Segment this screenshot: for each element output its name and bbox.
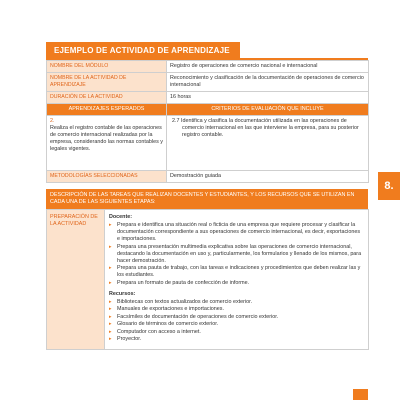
learning-header: APRENDIZAJES ESPERADOS: [47, 104, 167, 116]
duration-label: DURACIÓN DE LA ACTIVIDAD: [47, 92, 167, 104]
learning-text: Realiza el registro contable de las operaciones de comercio internacional realizadas por la empresa, considerando las normas contables y legales vigentes.: [50, 125, 163, 152]
duration-value: 16 horas: [167, 92, 369, 104]
criteria-header: CRITERIOS DE EVALUACIÓN QUE INCLUYE: [167, 104, 369, 116]
arrow-bullet-icon: ▸: [109, 336, 112, 342]
table-row: [47, 92, 369, 104]
list-item: ▸ Prepara e identifica una situación real o ficticia de una empresa que requiere procesar y clasificar la documentación correspondiente a sus operaciones de comercio internacional, es decir, exportaciones e importaciones.: [109, 222, 361, 242]
stage-label: PREPARACIÓN DE LA ACTIVIDAD: [47, 210, 105, 350]
table-row: [47, 104, 369, 116]
list-item: ▸ Computador con acceso a internet.: [109, 328, 201, 335]
arrow-bullet-icon: ▸: [109, 328, 112, 335]
list-item: ▸ Glosario de términos de comercio exterior.: [109, 321, 219, 327]
arrow-bullet-icon: ▸: [109, 321, 112, 327]
table-row: [47, 171, 369, 183]
teacher-heading: Docente:: [109, 214, 133, 220]
criterion-text: 2.7 Identifica y clasifica la documentación utilizada en las operaciones de comercio internacional en las que interviene la empresa, para su posterior registro contable.: [172, 118, 359, 138]
learning-cell: [47, 116, 167, 171]
info-table: [46, 60, 369, 183]
list-item: ▸ Bibliotecas con textos actualizados de comercio exterior.: [109, 298, 253, 305]
methods-label: METODOLOGÍAS SELECCIONADAS: [47, 171, 167, 183]
list-item: ▸ Proyector.: [109, 336, 142, 342]
module-label: NOMBRE DEL MÓDULO: [47, 61, 167, 73]
list-item: ▸ Prepara un formato de pauta de confección de informe.: [109, 279, 250, 286]
arrow-bullet-icon: ▸: [109, 298, 112, 305]
arrow-bullet-icon: ▸: [109, 279, 112, 286]
arrow-bullet-icon: ▸: [109, 306, 112, 312]
arrow-bullet-icon: ▸: [109, 243, 112, 250]
methods-value: Demostración guiada: [167, 171, 369, 183]
list-item: ▸ Facsímiles de documentación de operaciones de comercio exterior.: [109, 313, 279, 320]
table-row: [47, 116, 369, 171]
stage-content: [105, 210, 369, 350]
activity-name-label: NOMBRE DE LA ACTIVIDAD DE APRENDIZAJE: [47, 73, 167, 92]
criterion-cell: [167, 116, 369, 171]
activity-document: [46, 40, 368, 350]
table-row: [47, 210, 369, 350]
resources-heading: Recursos:: [109, 290, 136, 297]
list-item: ▸ Manuales de exportaciones e importaciones.: [109, 306, 224, 312]
activity-name-value: Reconocimiento y clasificación de la documentación de operaciones de comercio internacional: [167, 73, 369, 92]
description-banner: DESCRIPCIÓN DE LAS TAREAS QUE REALIZAN DOCENTES Y ESTUDIANTES, Y LOS RECURSOS QUE SE UTILIZAN EN CADA UNA DE LAS SIGUIENTES ETAPAS:: [46, 189, 368, 209]
arrow-bullet-icon: ▸: [109, 313, 112, 320]
module-value: Registro de operaciones de comercio nacional e internacional: [167, 61, 369, 73]
table-row: [47, 73, 369, 92]
arrow-bullet-icon: ▸: [109, 222, 112, 228]
corner-marker: [353, 389, 368, 400]
table-row: [47, 61, 369, 73]
stage-table: [46, 209, 369, 350]
learning-number: 2.: [50, 118, 55, 124]
list-item: ▸ Prepara una pauta de trabajo, con las tareas e indicaciones y procedimientos que deben realizar las y los estudiantes.: [109, 265, 361, 278]
page-number-tab: 8.: [378, 172, 400, 200]
list-item: ▸ Prepara una presentación multimedia explicativa sobre las operaciones de comercio internacional, destacando la documentación en uso y, particularmente, los formularios y llenado de los mismos, para hacer demostración.: [109, 243, 362, 264]
arrow-bullet-icon: ▸: [109, 265, 112, 271]
document-title: EJEMPLO DE ACTIVIDAD DE APRENDIZAJE: [46, 42, 240, 58]
